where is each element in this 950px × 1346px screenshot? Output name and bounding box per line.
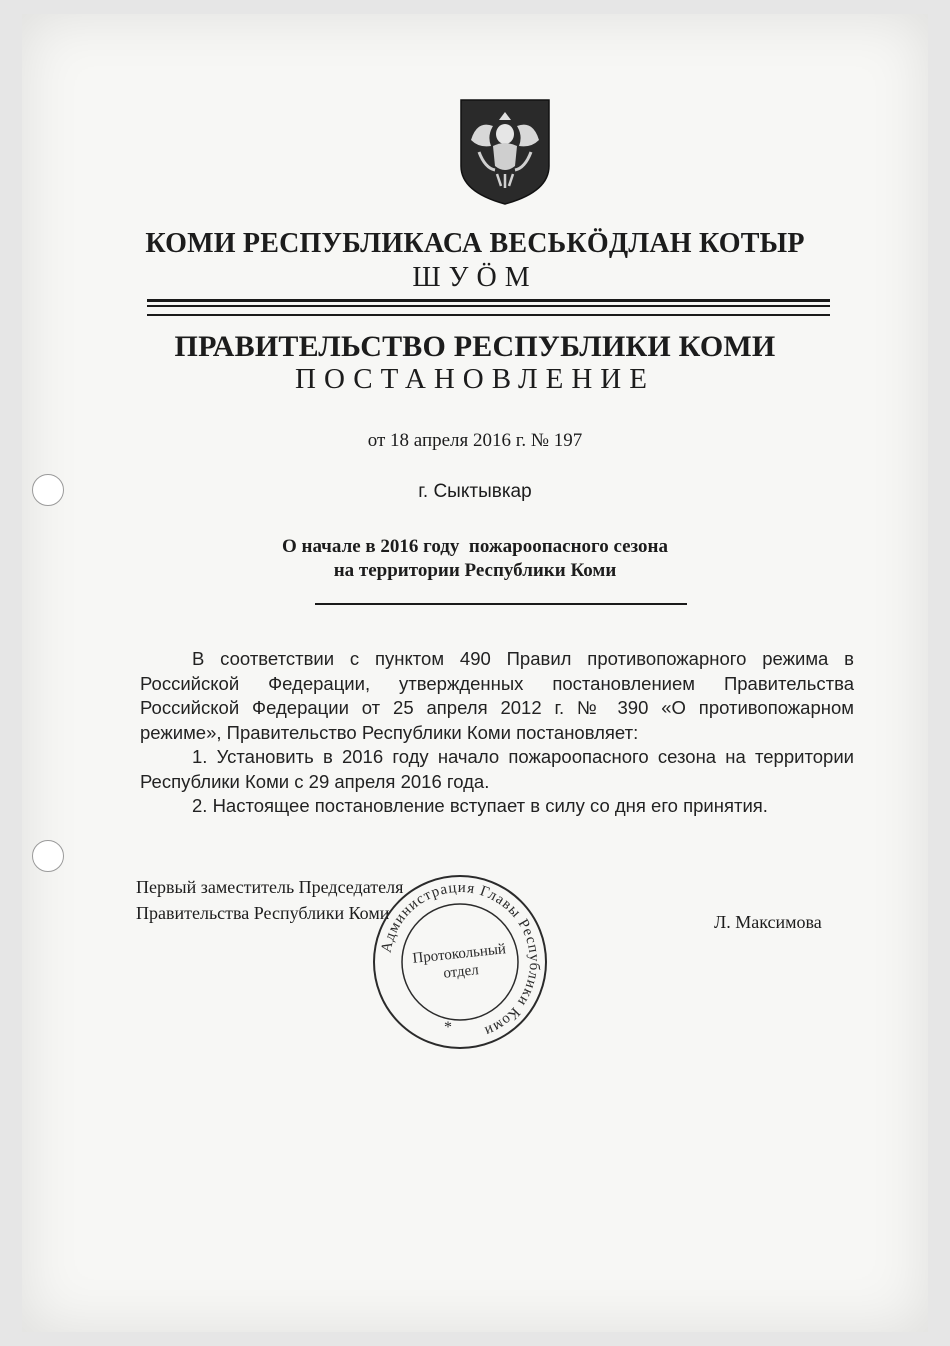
- signatory-position: [136, 874, 403, 926]
- komi-coat-of-arms-icon: [457, 96, 553, 206]
- document-body: [140, 647, 854, 819]
- title-line-2: на территории Республики Коми: [333, 560, 617, 581]
- government-header-line: ПРАВИТЕЛЬСТВО РЕСПУБЛИКИ КОМИ: [174, 330, 776, 363]
- title-underline: [315, 603, 687, 605]
- document-type: ПОСТАНОВЛЕНИЕ: [295, 363, 655, 395]
- signatory-position-line-2: Правительства Республики Коми: [136, 903, 390, 923]
- komi-doc-type: ШУӦМ: [412, 262, 538, 293]
- punch-hole-bottom: [32, 840, 64, 872]
- date-number: от 18 апреля 2016 г. № 197: [367, 430, 583, 451]
- komi-header-line: КОМИ РЕСПУБЛИКАСА ВЕСЬКӦДЛАН КОТЫР: [145, 228, 805, 259]
- title-line-1: О начале в 2016 году пожароопасного сезона: [281, 536, 669, 557]
- stamp-center-line-1: Протокольный: [411, 941, 507, 967]
- header-rule-bottom: [147, 314, 830, 316]
- signatory-position-line-1: Первый заместитель Председателя: [136, 877, 404, 897]
- document-title: [0, 535, 950, 583]
- city: г. Сыктывкар: [418, 481, 532, 502]
- stamp-center-line-2: отдел: [442, 962, 480, 982]
- body-paragraph-1: В соответствии с пунктом 490 Правил противопожарного режима в Российской Федерации, утвержденных постановлением Правительства Российской Федерации от 25 апреля 2012 г. № 390 «О противопожарном режиме», Правительство Республики Коми постановляет:: [140, 648, 854, 743]
- header-rule-thick: [147, 299, 830, 302]
- official-stamp: [370, 872, 550, 1052]
- body-paragraph-2: 1. Установить в 2016 году начало пожароопасного сезона на территории Республики Коми с 29 апреля 2016 года.: [140, 746, 854, 792]
- body-paragraph-3: 2. Настоящее постановление вступает в силу со дня его принятия.: [192, 795, 768, 816]
- stamp-ring-text: Администрация Главы Республики Коми: [378, 879, 543, 1040]
- stamp-star: *: [444, 1019, 452, 1036]
- signatory-name: Л. Максимова: [714, 912, 822, 932]
- header-rule-thin: [147, 305, 830, 307]
